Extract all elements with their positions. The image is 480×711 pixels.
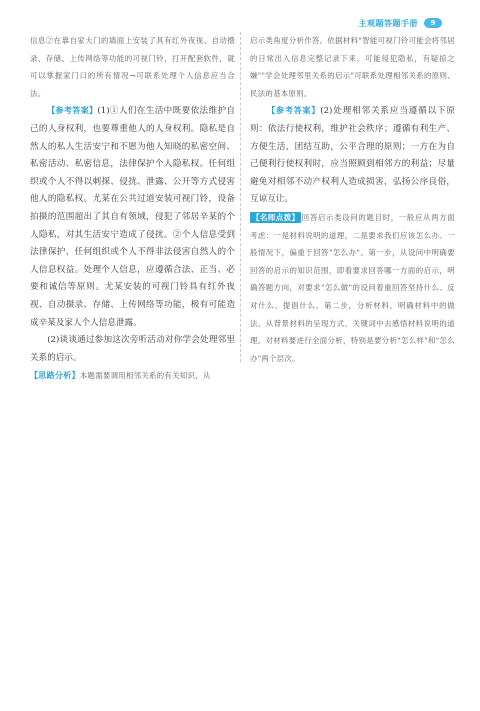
tip-text: 回答启示类设问的题目时，一般应从两方面考虑：一是材料说明的道理，二是要求我们应该怎么办。一般情况下，偏重于回答"怎么办"。第一步，从设问中明确要回答的启示的知识范围，即看要求回答哪一方面的启示，明确答题方向，对要求"怎么做"的设问着重回答坚持什么、反对什么、提倡什么。第二步，分析材料，明确材料中的做法。从背景材料的呈现方式、关键词中去感悟材料说明的道理。对材料要进行全面分析，特别是要分析"怎么样"和"怎么办"两个层次。 <box>250 212 455 363</box>
answer-tag: 【参考答案】 <box>47 106 98 116</box>
intro-paragraph: 信息②在靠自家大门的墙面上安装了具有红外夜视、自动摄录、存储、上传网络等功能的可视门铃，打开配套软件，就可以掌握家门口的所有情况→可联系处理个人信息应当合法。 <box>30 36 235 98</box>
column-divider <box>240 32 241 362</box>
page-header <box>359 16 443 30</box>
tip-tag: 【名师点拨】 <box>252 212 300 222</box>
left-column <box>30 32 235 385</box>
page-number-badge: 9 <box>424 18 442 28</box>
answer-2-text: (2)处理相邻关系应当遵循以下原则：依法行使权利，维护社会秩序；遵循有利生产、方便生活，团结互助，公平合理的原则；一方在为自己便利行使权利时，应当照顾到相邻方的利益；尽量避免对相邻不动产权利人造成损害，弘扬公序良俗，互谅互让。 <box>250 106 455 205</box>
answer-1-text: (1)①人们在生活中既要依法维护自己的人身权利，也要尊重他人的人身权利。隐私是自然人的私人生活安宁和不愿为他人知晓的私密空间、私密活动、私密信息，法律保护个人隐私权。任何组织或个人不得以刺探、侵扰、泄露、公开等方式侵害他人的隐私权。尤某在公共过道安装可视门铃，设备拍摄的范围超出了其自有领域，侵犯了邻居辛某的个人隐私，对其生活安宁造成了侵扰。②个人信息受到法律保护，任何组织或个人不得非法侵害自然人的个人信息权益。处理个人信息，应遵循合法、正当、必要和诚信等原则。尤某安装的可视门铃具有红外夜视、自动摄录、存储、上传网络等功能，极有可能造成辛某及家人个人信息泄露。 <box>30 106 235 328</box>
analysis-continued: 启示类角度分析作答。依据材料"智能可视门铃可能会将邻居的日常出入信息完整记录下来，可能侵犯隐私，有疑掠之嫌""学会处理邻里关系的启示"可联系处理相邻关系的原则、民法的基本原则。 <box>250 36 455 98</box>
analysis-paragraph <box>30 367 235 385</box>
answer-tag-2: 【参考答案】 <box>267 106 321 116</box>
answer-2-question: (2)谈谈通过参加这次旁听活动对你学会处理邻里关系的启示。 <box>30 335 235 363</box>
analysis-tag: 【思路分析】 <box>30 371 80 381</box>
answer-2-paragraph <box>250 102 455 209</box>
right-column <box>250 32 455 367</box>
tip-paragraph <box>250 209 455 367</box>
book-title: 主观题答题手册 <box>358 18 418 28</box>
analysis-text: 本题需要调用相邻关系的有关知识，从 <box>79 371 211 381</box>
answer-1-paragraph <box>30 102 235 332</box>
